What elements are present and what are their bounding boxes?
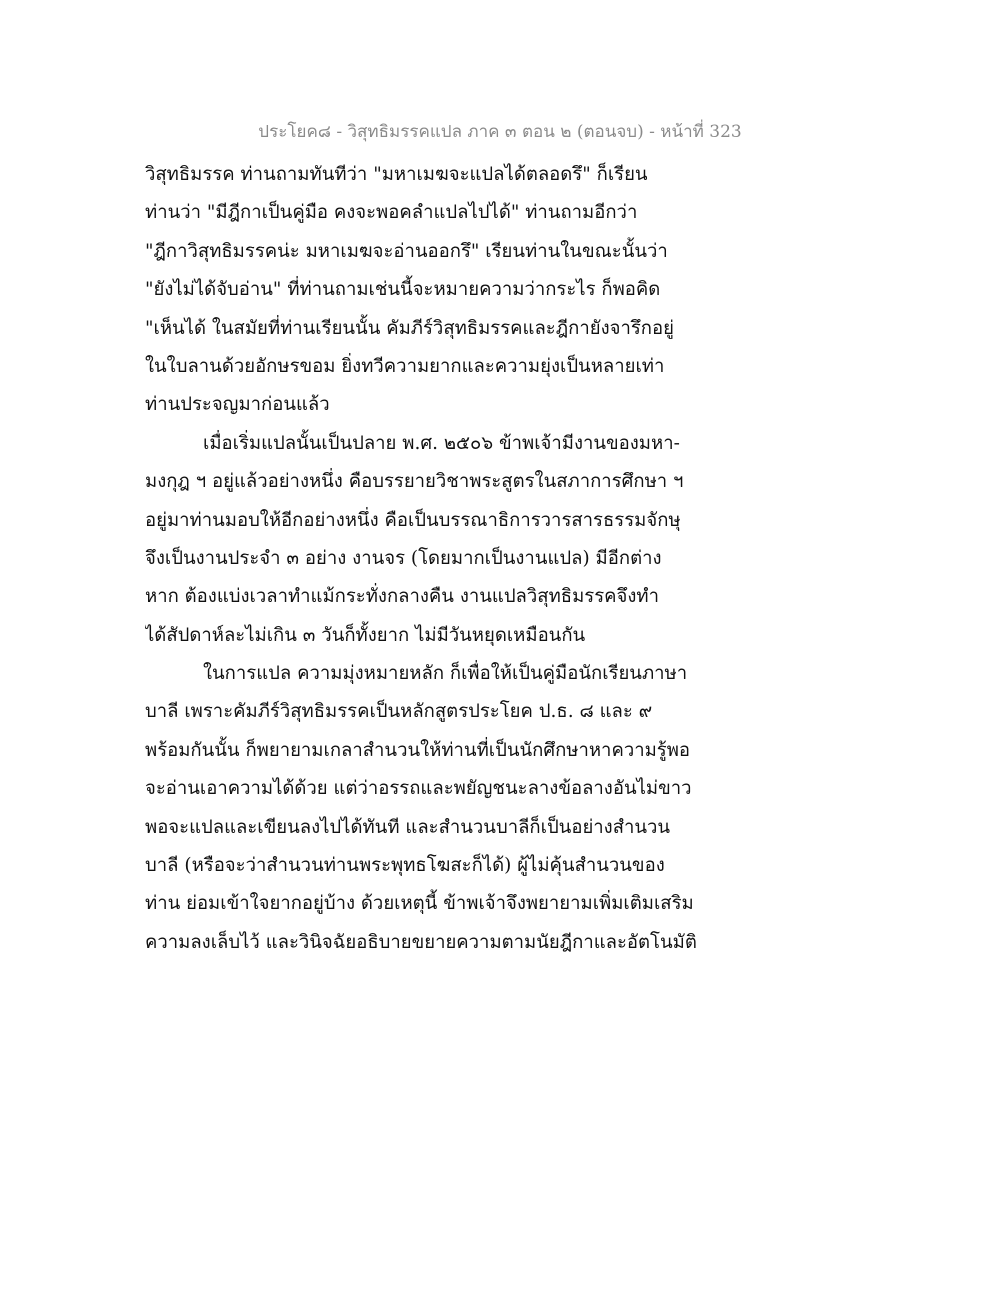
text-line: จึงเป็นงานประจำ ๓ อย่าง งานจร (โดยมากเป็นงานแปล) มีอีกต่าง — [145, 547, 662, 569]
text-line: วิสุทธิมรรค ท่านถามทันทีว่า "มหาเมฆจะแปลได้ตลอดรึ" ก็เรียน — [145, 164, 648, 185]
body-text — [145, 156, 705, 962]
text-line: "ยังไม่ได้จับอ่าน" ที่ท่านถามเช่นนี้จะหมายความว่ากระไร ก็พอคิด — [145, 279, 661, 301]
text-line: อยู่มาท่านมอบให้อีกอย่างหนึ่ง คือเป็นบรรณาธิการวารสารธรรมจักษุ — [145, 509, 681, 531]
paragraph-first-line: เมื่อเริ่มแปลนั้นเป็นปลาย พ.ศ. ๒๕๐๖ ข้าพเจ้ามีงานของมหา- — [203, 432, 680, 454]
text-line: ในใบลานด้วยอักษรขอม ยิ่งทวีความยากและความยุ่งเป็นหลายเท่า — [145, 355, 665, 377]
text-line: บาลี (หรือจะว่าสำนวนท่านพระพุทธโฆสะก็ได้) ผู้ไม่คุ้นสำนวนของ — [145, 855, 665, 877]
text-line: จะอ่านเอาความได้ด้วย แต่ว่าอรรถและพยัญชนะลางข้อลางอันไม่ขาว — [145, 778, 692, 800]
text-line: พร้อมกันนั้น ก็พยายามเกลาสำนวนให้ท่านที่เป็นนักศึกษาหาความรู้พอ — [145, 739, 691, 761]
paragraph-first-line: ในการแปล ความมุ่งหมายหลัก ก็เพื่อให้เป็นคู่มือนักเรียนภาษา — [203, 663, 688, 685]
text-line: "เห็นได้ ในสมัยที่ท่านเรียนนั้น คัมภีร์วิสุทธิมรรคและฎีกายังจารึกอยู่ — [145, 317, 674, 339]
text-line: หาก ต้องแบ่งเวลาทำแม้กระทั่งกลางคืน งานแปลวิสุทธิมรรคจึงทำ — [145, 586, 659, 608]
text-line: มงกุฎ ฯ อยู่แล้วอย่างหนึ่ง คือบรรยายวิชาพระสูตรในสภาการศึกษา ฯ — [145, 471, 684, 493]
text-line: ท่าน ย่อมเข้าใจยากอยู่บ้าง ด้วยเหตุนี้ ข้าพเจ้าจึงพยายามเพิ่มเติมเสริม — [145, 893, 694, 915]
text-line: พอจะแปลและเขียนลงไปได้ทันที และสำนวนบาลีก็เป็นอย่างสำนวน — [145, 816, 671, 838]
text-line: "ฎีกาวิสุทธิมรรคน่ะ มหาเมฆจะอ่านออกรึ" เรียนท่านในขณะนั้นว่า — [145, 240, 668, 262]
running-header: ประโยค๘ - วิสุทธิมรรคแปล ภาค ๓ ตอน ๒ (ตอนจบ) - หน้าที่ 323 — [258, 122, 742, 142]
text-line: ความลงเล็บไว้ และวินิจฉัยอธิบายขยายความตามนัยฎีกาและอัตโนมัติ — [145, 931, 697, 953]
text-line: ท่านว่า "มีฎีกาเป็นคู่มือ คงจะพอคลำแปลไปได้" ท่านถามอีกว่า — [145, 202, 638, 224]
text-line: ได้สัปดาห์ละไม่เกิน ๓ วันก็ทั้งยาก ไม่มีวันหยุดเหมือนกัน — [145, 624, 586, 646]
text-line: บาลี เพราะคัมภีร์วิสุทธิมรรคเป็นหลักสูตรประโยค ป.ธ. ๘ และ ๙ — [145, 701, 653, 723]
text-line: ท่านประจญมาก่อนแล้ว — [145, 394, 330, 416]
